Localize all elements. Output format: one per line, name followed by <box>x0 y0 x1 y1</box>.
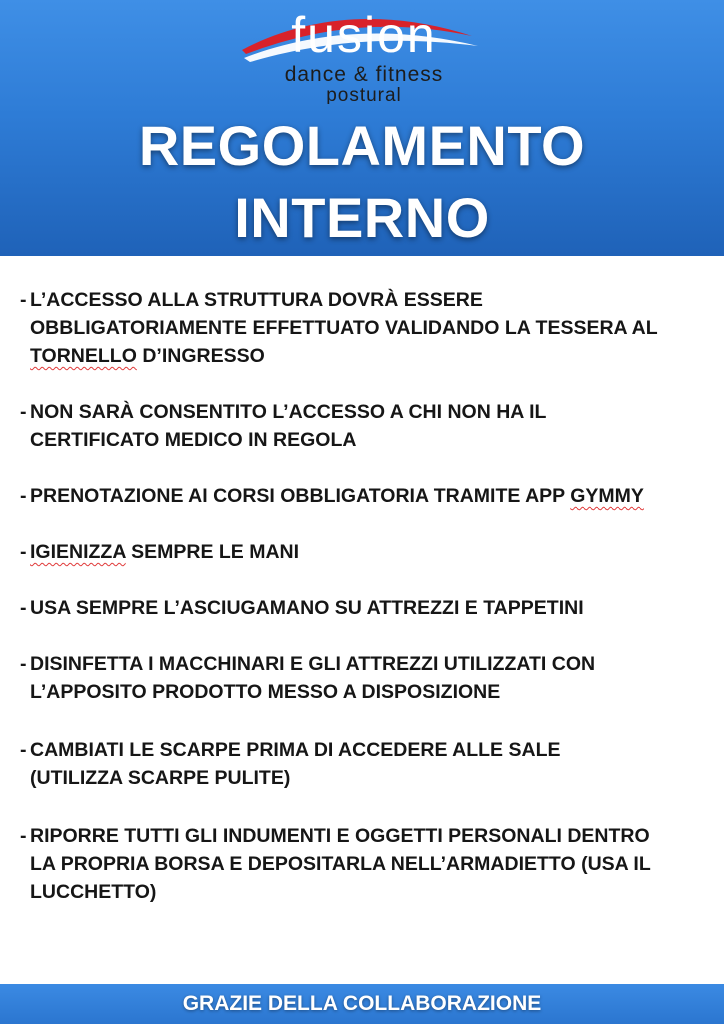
rule-bullet: - <box>20 485 27 507</box>
title-line-1: REGOLAMENTO <box>138 114 586 177</box>
rule-text-line: L’APPOSITO PRODOTTO MESSO A DISPOSIZIONE <box>30 681 501 703</box>
logo-tagline-2: postural <box>326 85 402 104</box>
rule-bullet: - <box>20 289 27 311</box>
header-banner <box>0 0 724 256</box>
rule-text-line: DISINFETTA I MACCHINARI E GLI ATTREZZI UTILIZZATI CON <box>30 653 596 675</box>
rule-text-line: CERTIFICATO MEDICO IN REGOLA <box>30 429 357 451</box>
rule-bullet: - <box>20 401 27 423</box>
fusion-logo <box>236 2 488 104</box>
rule-underlined-word: TORNELLO <box>30 345 137 367</box>
rule-item-disinfect <box>20 650 595 706</box>
rule-text-line: OBBLIGATORIAMENTE EFFETTUATO VALIDANDO LA TESSERA AL <box>30 317 658 339</box>
rule-text-line: USA SEMPRE L’ASCIUGAMANO SU ATTREZZI E TAPPETINI <box>30 597 584 619</box>
rule-item-certificate <box>20 398 546 454</box>
footer-banner <box>0 984 724 1024</box>
fusion-logo-mark <box>236 2 488 104</box>
rule-text-line: CAMBIATI LE SCARPE PRIMA DI ACCEDERE ALLE SALE <box>30 739 561 761</box>
rule-item-access <box>20 286 658 370</box>
rule-text-line: NON SARÀ CONSENTITO L’ACCESSO A CHI NON HA IL <box>30 401 547 423</box>
page-title <box>0 110 724 254</box>
rule-bullet: - <box>20 739 27 761</box>
logo-brand-text: fusion <box>291 7 437 63</box>
rule-text-line: PRENOTAZIONE AI CORSI OBBLIGATORIA TRAMITE APP <box>30 485 565 507</box>
rule-text-line: (UTILIZZA SCARPE PULITE) <box>30 767 291 789</box>
footer-thanks-text: GRAZIE DELLA COLLABORAZIONE <box>182 992 542 1015</box>
title-line-2: INTERNO <box>234 186 490 249</box>
rule-item-belongings <box>20 822 651 906</box>
rule-text-line: RIPORRE TUTTI GLI INDUMENTI E OGGETTI PERSONALI DENTRO <box>30 825 650 847</box>
rule-bullet: - <box>20 653 27 675</box>
rule-text-line: LA PROPRIA BORSA E DEPOSITARLA NELL’ARMADIETTO (USA IL <box>30 853 651 875</box>
rule-bullet: - <box>20 597 27 619</box>
rule-text-line: LUCCHETTO) <box>30 881 157 903</box>
rule-bullet: - <box>20 541 27 563</box>
rule-text-line: L’ACCESSO ALLA STRUTTURA DOVRÀ ESSERE <box>30 289 483 311</box>
rule-underlined-word: GYMMY <box>570 485 644 507</box>
rule-underlined-word: IGIENIZZA <box>30 541 126 563</box>
rule-item-sanitize <box>20 538 299 566</box>
rule-bullet: - <box>20 825 27 847</box>
rule-text-line: SEMPRE LE MANI <box>131 541 300 563</box>
rule-item-booking <box>20 482 644 510</box>
rule-item-towel <box>20 594 584 622</box>
logo-tagline-1: dance & fitness <box>284 63 444 86</box>
rule-item-shoes <box>20 736 561 792</box>
rule-text-line: D’INGRESSO <box>142 345 265 367</box>
